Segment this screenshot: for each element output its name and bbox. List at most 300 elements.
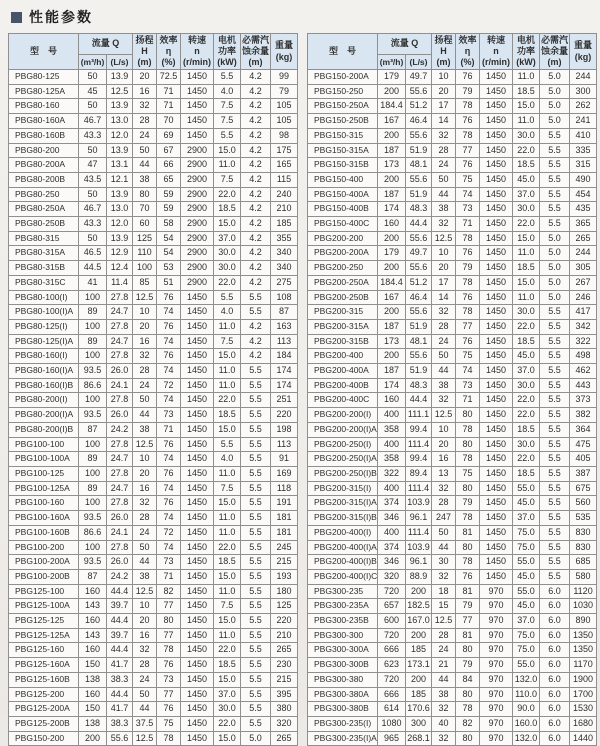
spec-table-right: [307, 33, 597, 746]
value-cell: 15.0: [214, 349, 241, 364]
value-cell: 30.0: [513, 128, 540, 143]
value-cell: 59: [157, 202, 181, 217]
model-cell: PBG80-315: [9, 231, 79, 246]
table-row: [9, 202, 298, 217]
value-cell: 28: [133, 364, 157, 379]
model-cell: PBG200-400(I): [308, 525, 378, 540]
value-cell: 4.2: [241, 70, 271, 85]
value-cell: 970: [480, 731, 513, 746]
value-cell: 100: [79, 540, 107, 555]
model-cell: PBG150-250: [308, 84, 378, 99]
value-cell: 167.0: [406, 614, 432, 629]
value-cell: 400: [378, 481, 406, 496]
value-cell: 200: [406, 672, 432, 687]
value-cell: 53: [157, 261, 181, 276]
value-cell: 30.0: [513, 202, 540, 217]
value-cell: 4.2: [241, 128, 271, 143]
model-cell: PBG80-200A: [9, 158, 79, 173]
value-cell: 268.1: [406, 731, 432, 746]
value-cell: 1450: [480, 496, 513, 511]
value-cell: 143: [79, 628, 107, 643]
value-cell: 267: [570, 275, 597, 290]
model-cell: PBG150-250B: [308, 114, 378, 129]
model-cell: PBG150-200: [9, 731, 79, 746]
value-cell: 187: [378, 319, 406, 334]
value-cell: 45.0: [513, 172, 540, 187]
value-cell: 400: [378, 437, 406, 452]
value-cell: 1450: [181, 128, 214, 143]
value-cell: 73: [157, 672, 181, 687]
value-cell: 374: [378, 496, 406, 511]
value-cell: 6.0: [540, 614, 570, 629]
value-cell: 24.7: [107, 305, 133, 320]
value-cell: 5.5: [241, 481, 271, 496]
model-cell: PBG125-100A: [9, 599, 79, 614]
value-cell: 30.0: [214, 261, 241, 276]
value-cell: 80: [133, 187, 157, 202]
value-cell: 322: [378, 466, 406, 481]
value-cell: 14: [432, 114, 456, 129]
value-cell: 4.2: [241, 261, 271, 276]
value-cell: 1450: [181, 393, 214, 408]
value-cell: 1450: [480, 70, 513, 85]
value-cell: 1680: [570, 716, 597, 731]
value-cell: 1450: [181, 702, 214, 717]
model-cell: PBG125-160B: [9, 672, 79, 687]
value-cell: 30.0: [513, 305, 540, 320]
value-cell: 5.5: [540, 496, 570, 511]
value-cell: 475: [570, 437, 597, 452]
value-cell: 5.5: [540, 172, 570, 187]
value-cell: 50: [79, 143, 107, 158]
value-cell: 1450: [181, 452, 214, 467]
table-row: [9, 128, 298, 143]
table-row: [9, 452, 298, 467]
value-cell: 179: [378, 70, 406, 85]
value-cell: 5.5: [241, 525, 271, 540]
value-cell: 1450: [480, 158, 513, 173]
value-cell: 1450: [480, 466, 513, 481]
value-cell: 75: [456, 466, 480, 481]
value-cell: 600: [378, 614, 406, 629]
table-row: [308, 364, 597, 379]
value-cell: 12.5: [432, 614, 456, 629]
model-cell: PBG200-315(I): [308, 481, 378, 496]
value-cell: 5.0: [241, 731, 271, 746]
value-cell: 113: [271, 437, 298, 452]
value-cell: 300: [570, 84, 597, 99]
table-row: [308, 261, 597, 276]
value-cell: 1700: [570, 687, 597, 702]
value-cell: 7.5: [214, 172, 241, 187]
value-cell: 76: [456, 569, 480, 584]
value-cell: 15.0: [513, 99, 540, 114]
value-cell: 657: [378, 599, 406, 614]
value-cell: 22.0: [214, 716, 241, 731]
col-header-npsh: 必需汽 蚀余量 (m): [241, 34, 271, 70]
value-cell: 5.5: [540, 364, 570, 379]
model-cell: PBG200-400A: [308, 364, 378, 379]
value-cell: 20: [432, 261, 456, 276]
value-cell: 111.4: [406, 437, 432, 452]
value-cell: 1450: [480, 84, 513, 99]
value-cell: 173: [378, 158, 406, 173]
table-row: [9, 290, 298, 305]
value-cell: 24.2: [107, 569, 133, 584]
value-cell: 73: [456, 202, 480, 217]
table-row: [308, 466, 597, 481]
table-row: [9, 349, 298, 364]
value-cell: 614: [378, 702, 406, 717]
col-header-flow-unit: (m³/h): [79, 55, 107, 70]
value-cell: 111.4: [406, 481, 432, 496]
value-cell: 6.0: [540, 702, 570, 717]
value-cell: 387: [570, 466, 597, 481]
value-cell: 5.5: [241, 614, 271, 629]
value-cell: 970: [480, 687, 513, 702]
value-cell: 38: [133, 569, 157, 584]
table-row: [9, 364, 298, 379]
value-cell: 970: [480, 658, 513, 673]
value-cell: 74: [456, 187, 480, 202]
value-cell: 32: [432, 702, 456, 717]
value-cell: 5.5: [241, 702, 271, 717]
value-cell: 1450: [480, 378, 513, 393]
table-row: [9, 231, 298, 246]
value-cell: 1450: [181, 643, 214, 658]
value-cell: 105: [271, 114, 298, 129]
value-cell: 6.0: [540, 584, 570, 599]
value-cell: 6.0: [540, 658, 570, 673]
model-cell: PBG80-160(I)B: [9, 378, 79, 393]
value-cell: 50: [432, 172, 456, 187]
value-cell: 55.6: [406, 128, 432, 143]
value-cell: 340: [271, 261, 298, 276]
model-cell: PBG150-400: [308, 172, 378, 187]
value-cell: 13.9: [107, 99, 133, 114]
value-cell: 49.7: [406, 70, 432, 85]
value-cell: 830: [570, 540, 597, 555]
model-cell: PBG200-315B: [308, 334, 378, 349]
table-row: [9, 422, 298, 437]
value-cell: 675: [570, 481, 597, 496]
value-cell: 12.5: [133, 584, 157, 599]
value-cell: 1450: [181, 99, 214, 114]
value-cell: 71: [157, 99, 181, 114]
value-cell: 71: [456, 217, 480, 232]
value-cell: 89: [79, 305, 107, 320]
value-cell: 40: [432, 716, 456, 731]
model-cell: PBG200-200(I)A: [308, 422, 378, 437]
value-cell: 400: [378, 408, 406, 423]
table-row: [308, 672, 597, 687]
value-cell: 110: [133, 246, 157, 261]
value-cell: 160: [79, 584, 107, 599]
value-cell: 74: [157, 452, 181, 467]
model-cell: PBG200-400: [308, 349, 378, 364]
value-cell: 11.0: [214, 378, 241, 393]
value-cell: 6.0: [540, 716, 570, 731]
value-cell: 76: [456, 114, 480, 129]
value-cell: 24: [432, 643, 456, 658]
value-cell: 173: [378, 334, 406, 349]
value-cell: 73: [157, 408, 181, 423]
value-cell: 1450: [181, 305, 214, 320]
value-cell: 346: [378, 511, 406, 526]
value-cell: 38: [432, 687, 456, 702]
value-cell: 24.2: [107, 422, 133, 437]
value-cell: 358: [378, 422, 406, 437]
col-header-head: 扬程 H (m): [432, 34, 456, 70]
value-cell: 5.0: [540, 275, 570, 290]
value-cell: 15.0: [214, 422, 241, 437]
value-cell: 346: [378, 555, 406, 570]
value-cell: 970: [480, 643, 513, 658]
value-cell: 1450: [480, 143, 513, 158]
value-cell: 335: [570, 143, 597, 158]
value-cell: 22.0: [513, 143, 540, 158]
value-cell: 5.0: [540, 99, 570, 114]
value-cell: 1450: [181, 437, 214, 452]
value-cell: 2900: [181, 187, 214, 202]
value-cell: 241: [570, 114, 597, 129]
value-cell: 13.0: [107, 114, 133, 129]
value-cell: 4.2: [241, 217, 271, 232]
value-cell: 7.5: [214, 481, 241, 496]
value-cell: 44: [432, 672, 456, 687]
value-cell: 2900: [181, 261, 214, 276]
model-cell: PBG150-250A: [308, 99, 378, 114]
value-cell: 5.5: [241, 716, 271, 731]
value-cell: 22.0: [214, 187, 241, 202]
value-cell: 38: [432, 378, 456, 393]
value-cell: 80: [456, 731, 480, 746]
value-cell: 15.0: [513, 231, 540, 246]
model-cell: PBG80-200(I)A: [9, 408, 79, 423]
value-cell: 191: [271, 496, 298, 511]
table-row: [308, 525, 597, 540]
model-cell: PBG200-250(I): [308, 437, 378, 452]
value-cell: 27.8: [107, 437, 133, 452]
value-cell: 5.5: [540, 202, 570, 217]
model-cell: PBG100-100A: [9, 452, 79, 467]
value-cell: 5.5: [241, 555, 271, 570]
value-cell: 22.0: [513, 217, 540, 232]
value-cell: 1450: [181, 349, 214, 364]
value-cell: 10: [133, 599, 157, 614]
value-cell: 75: [157, 716, 181, 731]
table-row: [9, 99, 298, 114]
value-cell: 20: [133, 319, 157, 334]
value-cell: 75: [456, 172, 480, 187]
value-cell: 32: [133, 496, 157, 511]
value-cell: 28: [133, 114, 157, 129]
value-cell: 410: [570, 128, 597, 143]
model-cell: PBG100-200: [9, 540, 79, 555]
value-cell: 890: [570, 614, 597, 629]
value-cell: 77: [456, 143, 480, 158]
value-cell: 76: [157, 496, 181, 511]
value-cell: 81: [456, 525, 480, 540]
value-cell: 32: [432, 569, 456, 584]
value-cell: 90.0: [513, 702, 540, 717]
value-cell: 1450: [181, 687, 214, 702]
value-cell: 71: [157, 422, 181, 437]
value-cell: 4.2: [241, 349, 271, 364]
value-cell: 78: [456, 555, 480, 570]
value-cell: 50: [133, 143, 157, 158]
value-cell: 200: [378, 172, 406, 187]
value-cell: 2900: [181, 172, 214, 187]
model-cell: PBG300-235: [308, 584, 378, 599]
value-cell: 1530: [570, 702, 597, 717]
value-cell: 79: [456, 658, 480, 673]
value-cell: 7.5: [214, 99, 241, 114]
value-cell: 125: [271, 599, 298, 614]
value-cell: 28: [432, 143, 456, 158]
table-row: [9, 275, 298, 290]
value-cell: 22.0: [513, 452, 540, 467]
model-cell: PBG300-300A: [308, 643, 378, 658]
model-cell: PBG80-315C: [9, 275, 79, 290]
value-cell: 46.5: [79, 246, 107, 261]
value-cell: 165: [271, 158, 298, 173]
value-cell: 365: [570, 217, 597, 232]
col-header-efficiency: 效率 η (%): [456, 34, 480, 70]
value-cell: 12.5: [133, 290, 157, 305]
value-cell: 1450: [181, 334, 214, 349]
value-cell: 2900: [181, 143, 214, 158]
value-cell: 220: [271, 408, 298, 423]
value-cell: 77: [157, 599, 181, 614]
value-cell: 50: [79, 187, 107, 202]
value-cell: 84: [456, 672, 480, 687]
value-cell: 5.0: [540, 231, 570, 246]
value-cell: 1450: [181, 555, 214, 570]
value-cell: 1450: [480, 275, 513, 290]
value-cell: 5.5: [540, 305, 570, 320]
model-cell: PBG125-160A: [9, 658, 79, 673]
value-cell: 12.5: [432, 408, 456, 423]
value-cell: 48.3: [406, 202, 432, 217]
value-cell: 160: [79, 614, 107, 629]
value-cell: 45: [79, 84, 107, 99]
value-cell: 193: [271, 569, 298, 584]
value-cell: 580: [570, 569, 597, 584]
value-cell: 138: [79, 672, 107, 687]
value-cell: 74: [456, 364, 480, 379]
value-cell: 100: [79, 437, 107, 452]
value-cell: 72: [157, 525, 181, 540]
table-row: [308, 452, 597, 467]
value-cell: 88.9: [406, 569, 432, 584]
value-cell: 55.0: [513, 555, 540, 570]
value-cell: 5.5: [241, 599, 271, 614]
value-cell: 80: [456, 687, 480, 702]
value-cell: 105: [271, 99, 298, 114]
value-cell: 67: [157, 143, 181, 158]
value-cell: 1450: [480, 114, 513, 129]
value-cell: 98: [271, 128, 298, 143]
value-cell: 76: [456, 290, 480, 305]
model-cell: PBG200-200: [308, 231, 378, 246]
value-cell: 10: [133, 305, 157, 320]
value-cell: 5.5: [540, 466, 570, 481]
value-cell: 22.0: [513, 393, 540, 408]
model-cell: PBG200-200(I): [308, 408, 378, 423]
value-cell: 74: [157, 334, 181, 349]
value-cell: 15.0: [214, 569, 241, 584]
value-cell: 2900: [181, 275, 214, 290]
value-cell: 37.0: [513, 511, 540, 526]
value-cell: 1080: [378, 716, 406, 731]
value-cell: 5.5: [540, 511, 570, 526]
col-header-npsh: 必需汽 蚀余量 (m): [540, 34, 570, 70]
value-cell: 16: [133, 334, 157, 349]
value-cell: 175: [271, 143, 298, 158]
value-cell: 70: [133, 202, 157, 217]
table-row: [308, 290, 597, 305]
value-cell: 1450: [480, 334, 513, 349]
value-cell: 215: [271, 672, 298, 687]
section-title: [11, 7, 93, 27]
value-cell: 4.2: [241, 172, 271, 187]
table-row: [308, 584, 597, 599]
value-cell: 76: [157, 319, 181, 334]
model-cell: PBG100-200B: [9, 569, 79, 584]
value-cell: 830: [570, 525, 597, 540]
value-cell: 187: [378, 143, 406, 158]
value-cell: 15.0: [214, 614, 241, 629]
model-cell: PBG125-160: [9, 643, 79, 658]
value-cell: 160: [79, 687, 107, 702]
value-cell: 78: [456, 99, 480, 114]
value-cell: 27.8: [107, 540, 133, 555]
model-cell: PBG200-400(I)A: [308, 540, 378, 555]
value-cell: 32: [432, 217, 456, 232]
value-cell: 180: [271, 584, 298, 599]
model-cell: PBG300-380A: [308, 687, 378, 702]
value-cell: 37.0: [214, 231, 241, 246]
value-cell: 125: [133, 231, 157, 246]
value-cell: 185: [406, 643, 432, 658]
value-cell: 5.5: [241, 378, 271, 393]
value-cell: 50: [432, 349, 456, 364]
value-cell: 970: [480, 584, 513, 599]
value-cell: 13: [432, 466, 456, 481]
value-cell: 55.0: [513, 584, 540, 599]
value-cell: 184: [271, 349, 298, 364]
value-cell: 24.7: [107, 452, 133, 467]
value-cell: 55.6: [406, 261, 432, 276]
value-cell: 405: [570, 452, 597, 467]
value-cell: 86.6: [79, 525, 107, 540]
model-cell: PBG80-200B: [9, 172, 79, 187]
value-cell: 30.0: [513, 437, 540, 452]
col-header-model: 型 号: [9, 34, 79, 70]
value-cell: 78: [456, 422, 480, 437]
value-cell: 169: [271, 466, 298, 481]
value-cell: 4.2: [241, 334, 271, 349]
table-row: [308, 614, 597, 629]
col-header-power: 电机 功率 (kW): [513, 34, 540, 70]
value-cell: 1450: [181, 290, 214, 305]
value-cell: 5.5: [540, 128, 570, 143]
col-header-efficiency: 效率 η (%): [157, 34, 181, 70]
value-cell: 5.5: [241, 408, 271, 423]
value-cell: 82: [157, 584, 181, 599]
value-cell: 623: [378, 658, 406, 673]
